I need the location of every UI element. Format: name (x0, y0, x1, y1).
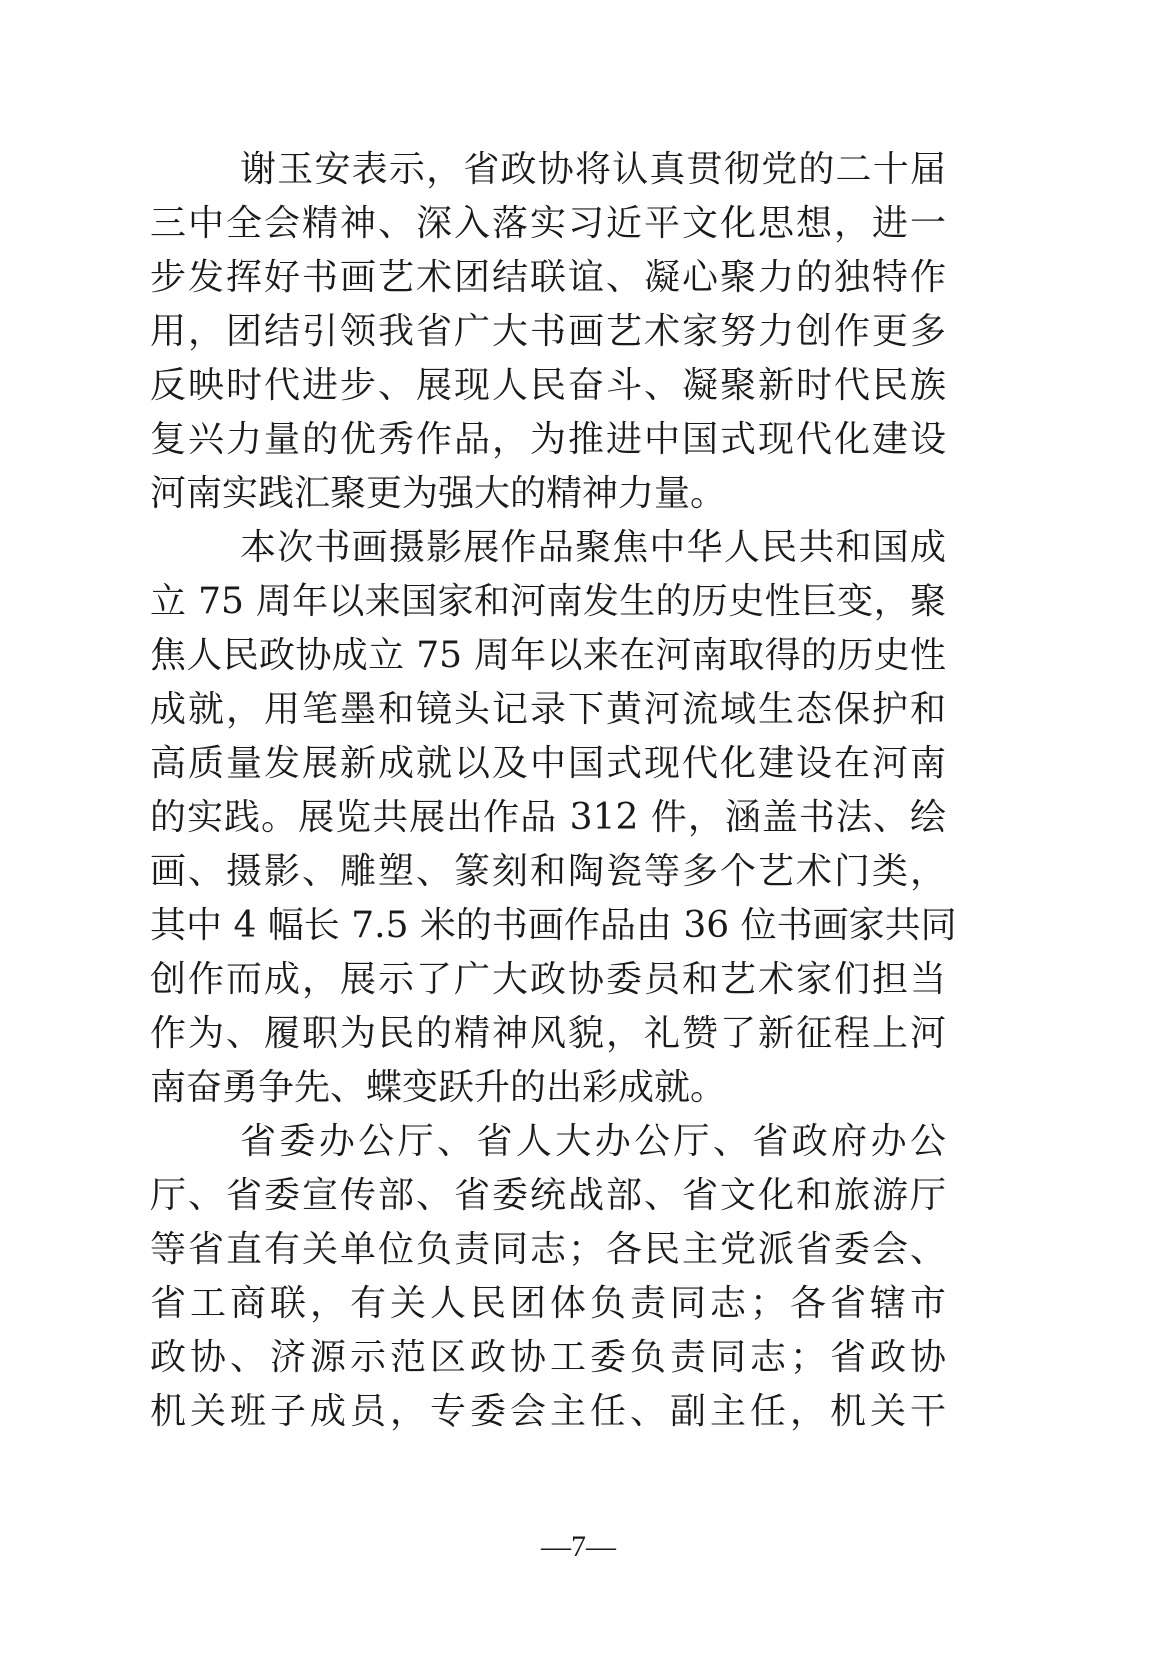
text-line: 成就，用笔墨和镜头记录下黄河流域生态保护和 (150, 689, 946, 730)
text-line: 步发挥好书画艺术团结联谊、凝心聚力的独特作 (150, 257, 946, 298)
text-line: 机关班子成员，专委会主任、副主任，机关干 (150, 1391, 946, 1432)
text-line: 焦人民政协成立 75 周年以来在河南取得的历史性 (150, 635, 946, 676)
text-line: 河南实践汇聚更为强大的精神力量。 (150, 473, 727, 514)
page-number: —7— (541, 1530, 616, 1563)
text-line: 作为、履职为民的精神风貌，礼赞了新征程上河 (150, 1013, 946, 1054)
text-line: 的实践。展览共展出作品 312 件，涵盖书法、绘 (150, 797, 946, 838)
text-line: 等省直有关单位负责同志；各民主党派省委会、 (150, 1229, 946, 1270)
text-line: 创作而成，展示了广大政协委员和艺术家们担当 (150, 959, 946, 1000)
text-line: 省工商联，有关人民团体负责同志；各省辖市 (150, 1283, 946, 1324)
text-line: 政协、济源示范区政协工委负责同志；省政协 (150, 1337, 946, 1378)
text-line: 用，团结引领我省广大书画艺术家努力创作更多 (150, 311, 946, 352)
text-line: 反映时代进步、展现人民奋斗、凝聚新时代民族 (150, 365, 946, 406)
text-line: 厅、省委宣传部、省委统战部、省文化和旅游厅 (150, 1175, 946, 1216)
text-line: 其中 4 幅长 7.5 米的书画作品由 36 位书画家共同 (150, 905, 957, 946)
text-line: 三中全会精神、深入落实习近平文化思想，进一 (150, 203, 946, 244)
text-line: 高质量发展新成就以及中国式现代化建设在河南 (150, 743, 946, 784)
text-line: 立 75 周年以来国家和河南发生的历史性巨变，聚 (150, 581, 946, 622)
text-line: 画、摄影、雕塑、篆刻和陶瓷等多个艺术门类， (150, 851, 946, 892)
text-line: 本次书画摄影展作品聚焦中华人民共和国成 (240, 527, 946, 568)
text-line: 省委办公厅、省人大办公厅、省政府办公 (240, 1121, 946, 1162)
text-line: 复兴力量的优秀作品，为推进中国式现代化建设 (150, 419, 946, 460)
text-line: 南奋勇争先、蝶变跃升的出彩成就。 (150, 1067, 727, 1108)
text-line: 谢玉安表示，省政协将认真贯彻党的二十届 (240, 149, 946, 190)
